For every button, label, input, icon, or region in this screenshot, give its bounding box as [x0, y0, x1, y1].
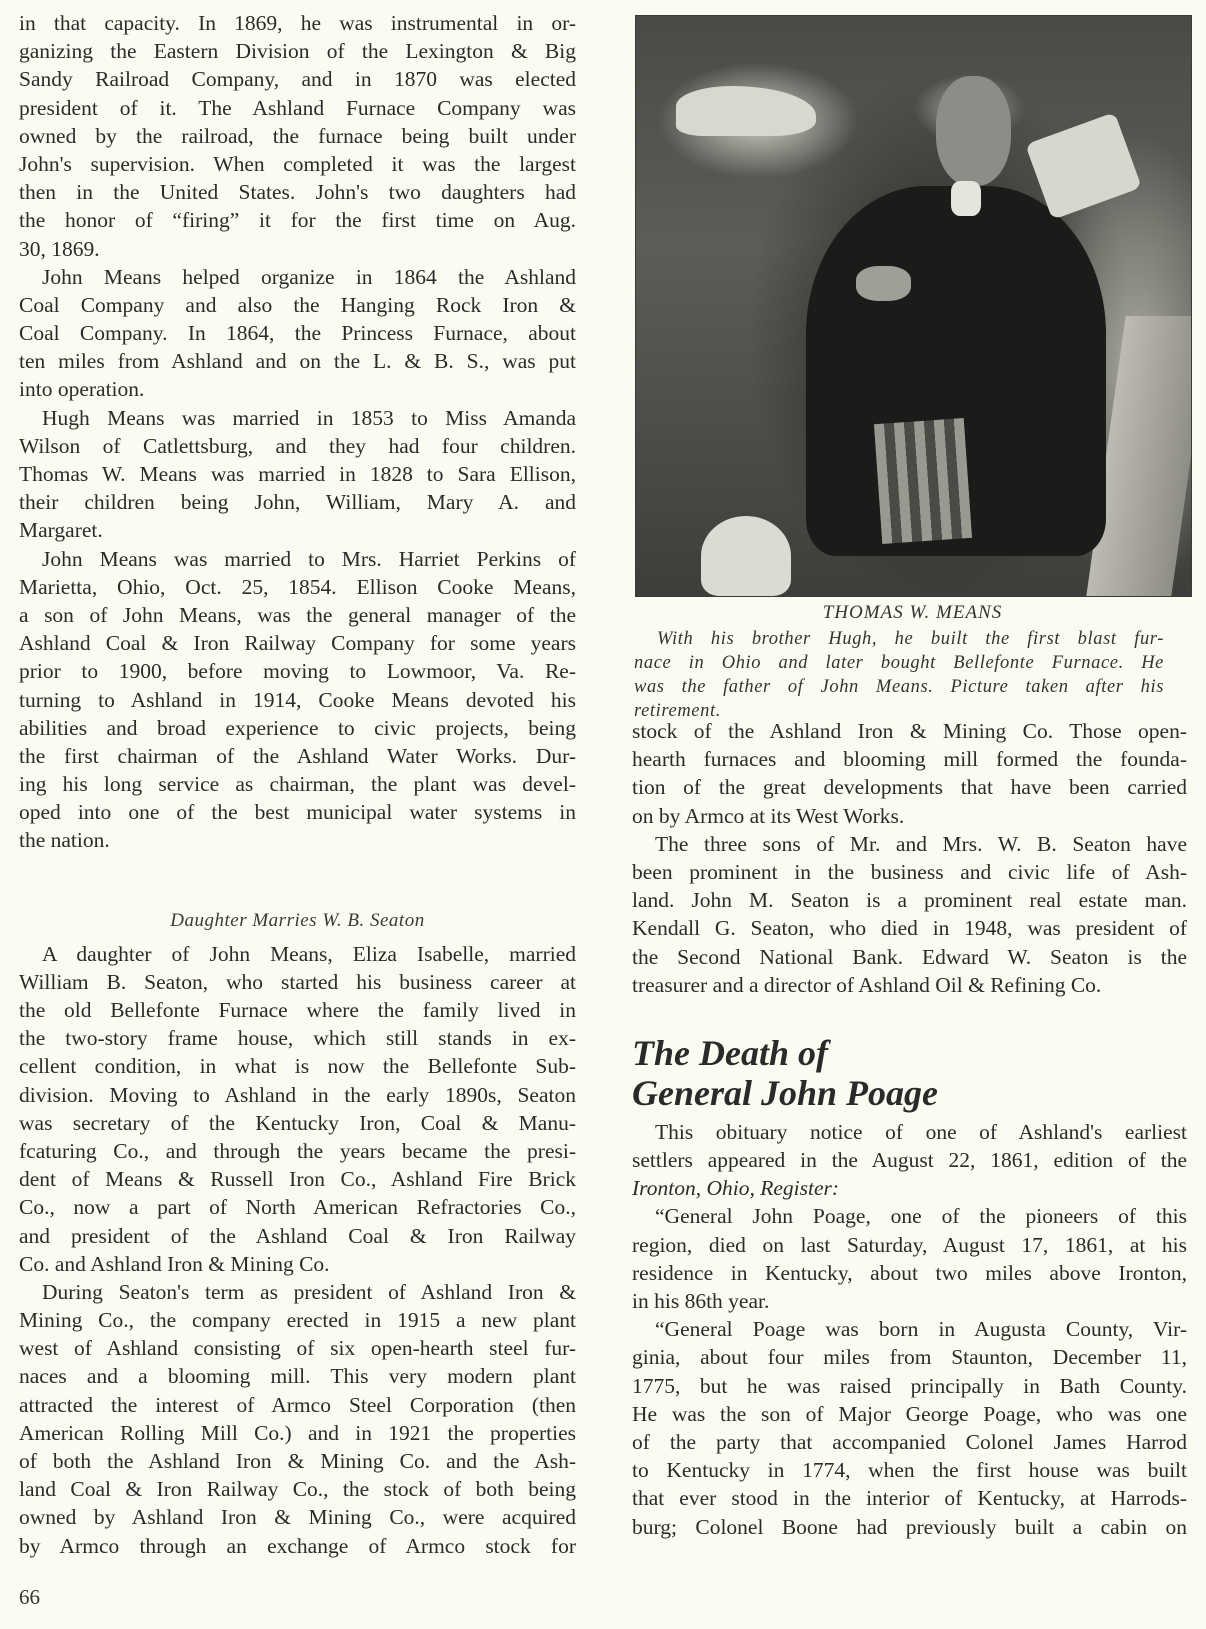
text-line: the first chairman of the Ashland Water Works. Dur-: [19, 743, 576, 768]
text-line: Ashland Coal & Iron Railway Company for some years: [19, 631, 576, 656]
text-line: that ever stood in the interior of Kentucky, at Harrods-: [632, 1486, 1187, 1511]
page-number: 66: [19, 1585, 40, 1609]
text-line: ganizing the Eastern Division of the Lexington & Big: [19, 39, 576, 64]
obituary-intro: [632, 1118, 1187, 1203]
text-line: Coal Company. In 1864, the Princess Furnace, about: [19, 321, 576, 346]
text-line: the honor of “firing” it for the first time on Aug.: [19, 208, 576, 233]
text-line: tion of the great developments that have been carried: [632, 775, 1187, 800]
article-headline: [632, 1033, 1187, 1113]
text-line: stock of the Ashland Iron & Mining Co. Those open-: [632, 719, 1187, 743]
text-line: a son of John Means, was the general manager of the: [19, 602, 576, 627]
text-line: owned by Ashland Iron & Mining Co., were acquired: [19, 1505, 576, 1530]
text-line: the nation.: [19, 828, 110, 853]
paragraph: [632, 1202, 1187, 1315]
text-line: land Coal & Iron Railway Co., the stock of both being: [19, 1477, 576, 1502]
text-line: John Means helped organize in 1864 the Ashland: [42, 264, 576, 289]
text-line: William B. Seaton, who started his business career at: [19, 969, 576, 994]
paragraph: [19, 9, 576, 263]
text-line: to Kentucky in 1774, when the first house was built: [632, 1458, 1187, 1483]
text-line: turning to Ashland in 1914, Cooke Means devoted his: [19, 687, 576, 712]
text-line: by Armco through an exchange of Armco stock for: [19, 1533, 576, 1558]
headline-line-2: General John Poage: [632, 1072, 938, 1113]
text-line: the old Bellefonte Furnace where the family lived in: [19, 998, 576, 1022]
text-line: John Means was married to Mrs. Harriet Perkins of: [42, 546, 576, 571]
caption-line: With his brother Hugh, he built the first blast fur-: [657, 629, 1164, 649]
text-line: He was the son of Major George Poage, who was one: [632, 1401, 1187, 1426]
photo-bowl: [701, 516, 791, 596]
text-line: Mining Co., the company erected in 1915 a new plant: [19, 1308, 576, 1333]
text-line: settlers appeared in the August 22, 1861, edition of the: [632, 1148, 1187, 1173]
text-line: of the party that accompanied Colonel James Harrod: [632, 1429, 1187, 1454]
right-paragraphs-before-headline: [632, 717, 1187, 999]
text-line: During Seaton's term as president of Ashland Iron &: [42, 1279, 576, 1304]
text-line: ing his long service as chairman, the plant was devel-: [19, 772, 576, 797]
text-line: Margaret.: [19, 518, 103, 543]
text-line: Sandy Railroad Company, and in 1870 was elected: [19, 67, 576, 92]
text-line: “General Poage was born in Augusta County, Vir-: [655, 1317, 1187, 1342]
text-line: ginia, about four miles from Staunton, December 11,: [632, 1345, 1187, 1370]
photo-collar: [951, 181, 981, 216]
right-column: [632, 717, 1187, 1541]
text-line: dent of Means & Russell Iron Co., Ashland Fire Brick: [19, 1167, 576, 1192]
text-line: 1775, but he was raised principally in Bath County.: [632, 1373, 1187, 1398]
photo-caption-title: THOMAS W. MEANS: [822, 602, 1003, 623]
text-line: Hugh Means was married in 1853 to Miss Amanda: [42, 405, 576, 430]
paragraph: [19, 940, 576, 1278]
text-line: of both the Ashland Iron & Mining Co. and the Ash-: [19, 1449, 576, 1473]
text-line: Kendall G. Seaton, who died in 1948, was president of: [632, 916, 1187, 941]
text-line: Co., now a part of North American Refractories Co.,: [19, 1195, 576, 1220]
text-line: fcaturing Co., and through the years became the presi-: [19, 1138, 576, 1163]
text-line: The three sons of Mr. and Mrs. W. B. Seaton have: [655, 831, 1187, 856]
text-line: region, died on last Saturday, August 17, 1861, at his: [632, 1232, 1187, 1257]
text-line: the Second National Bank. Edward W. Seaton is the: [632, 944, 1187, 969]
headline-line-1: The Death of: [632, 1032, 828, 1073]
text-line: Coal Company and also the Hanging Rock Iron &: [19, 292, 576, 317]
newspaper-source: Ironton, Ohio, Register:: [632, 1176, 840, 1201]
text-line: land. John M. Seaton is a prominent real estate man.: [632, 888, 1187, 913]
text-line: 30, 1869.: [19, 236, 100, 261]
subhead-daughter-marries: Daughter Marries W. B. Seaton: [170, 909, 425, 931]
left-column: [19, 9, 576, 1560]
photo-lamp-shade: [676, 86, 816, 136]
paragraph: [19, 404, 576, 545]
text-line: American Rolling Mill Co.) and in 1921 the properties: [19, 1420, 576, 1445]
caption-line: retirement.: [634, 701, 721, 721]
paragraph: [19, 545, 576, 855]
text-line: president of it. The Ashland Furnace Company was: [19, 95, 576, 120]
text-line: This obituary notice of one of Ashland's earliest: [655, 1119, 1187, 1144]
photo-hand: [856, 266, 911, 301]
text-line: into operation.: [19, 377, 145, 402]
text-line: west of Ashland consisting of six open-hearth steel fur-: [19, 1336, 576, 1361]
text-line: John's supervision. When completed it was the largest: [19, 151, 576, 176]
text-line: division. Moving to Ashland in the early 1890s, Seaton: [19, 1082, 576, 1107]
text-line: Marietta, Ohio, Oct. 25, 1854. Ellison Cooke Means,: [19, 574, 576, 599]
text-line: their children being John, William, Mary A. and: [19, 490, 576, 515]
left-paragraphs-after-subhead: [19, 940, 576, 1560]
text-line: cellent condition, in what is now the Bellefonte Sub-: [19, 1054, 576, 1079]
text-line: been prominent in the business and civic life of Ash-: [632, 859, 1187, 884]
text-line: Thomas W. Means was married in 1828 to Sara Ellison,: [19, 462, 576, 486]
text-line: and president of the Ashland Coal & Iron Railway: [19, 1223, 576, 1248]
text-line: treasurer and a director of Ashland Oil & Refining Co.: [632, 972, 1102, 997]
text-line: Co. and Ashland Iron & Mining Co.: [19, 1251, 330, 1276]
paragraph: [632, 717, 1187, 830]
right-paragraphs-after-headline: [632, 1202, 1187, 1540]
text-line: prior to 1900, before moving to Lowmoor, Va. Re-: [19, 659, 576, 684]
portrait-photo: [635, 15, 1192, 597]
photo-caption-body: [634, 627, 1164, 723]
caption-line: nace in Ohio and later bought Bellefonte Furnace. He: [634, 653, 1164, 673]
text-line: oped into one of the best municipal water systems in: [19, 800, 576, 825]
photo-striped-cushion: [874, 418, 972, 544]
text-line: then in the United States. John's two daughters had: [19, 180, 576, 205]
text-line: “General John Poage, one of the pioneers of this: [655, 1204, 1187, 1229]
left-paragraphs-before-subhead: [19, 9, 576, 855]
photo-figure-head: [936, 76, 1011, 186]
text-line: was secretary of the Kentucky Iron, Coal & Manu-: [19, 1110, 576, 1135]
text-line: owned by the railroad, the furnace being built under: [19, 123, 576, 148]
caption-line: was the father of John Means. Picture taken after his: [634, 677, 1164, 697]
text-line: burg; Colonel Boone had previously built a cabin on: [632, 1514, 1187, 1539]
text-line: Wilson of Catlettsburg, and they had four children.: [19, 433, 576, 458]
paragraph: [19, 1278, 576, 1560]
paragraph: [632, 830, 1187, 999]
text-line: A daughter of John Means, Eliza Isabelle, married: [42, 941, 576, 966]
text-line: ten miles from Ashland and on the L. & B. S., was put: [19, 349, 576, 374]
text-line: residence in Kentucky, about two miles above Ironton,: [632, 1260, 1187, 1285]
text-line: on by Armco at its West Works.: [632, 803, 905, 828]
text-line: abilities and broad experience to civic projects, being: [19, 715, 576, 740]
text-line: hearth furnaces and blooming mill formed the founda-: [632, 747, 1187, 772]
text-line: naces and a blooming mill. This very modern plant: [19, 1364, 576, 1389]
paragraph: [632, 1315, 1187, 1541]
text-line: in his 86th year.: [632, 1289, 770, 1313]
text-line: attracted the interest of Armco Steel Corporation (then: [19, 1392, 576, 1417]
text-line: the two-story frame house, which still stands in ex-: [19, 1026, 576, 1051]
text-line: in that capacity. In 1869, he was instrumental in or-: [19, 11, 576, 35]
paragraph: [19, 263, 576, 404]
